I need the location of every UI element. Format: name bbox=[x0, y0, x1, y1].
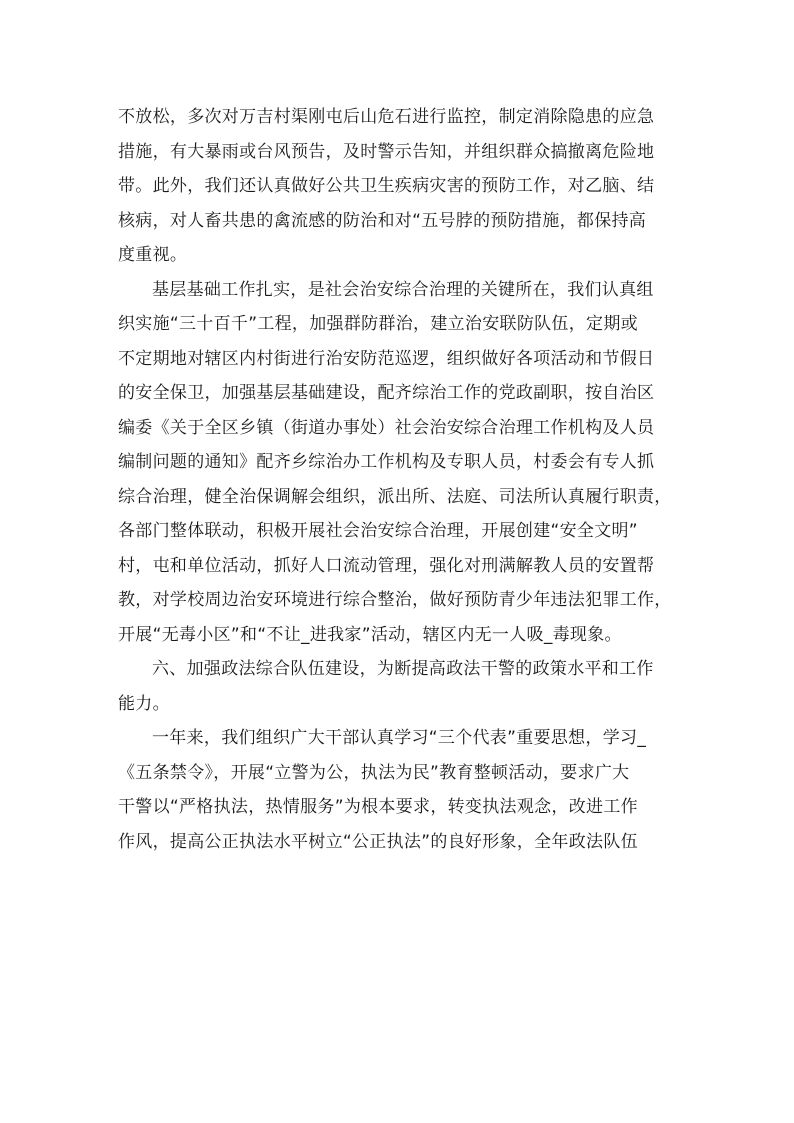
text-line: 《五条禁令》，开展“立警为公，执法为民”教育整顿活动，要求广大 bbox=[118, 762, 630, 783]
text-line: 编委《关于全区乡镇（街道办事处）社会治安综合治理工作机构及人员 bbox=[118, 417, 655, 438]
text-line: 带。此外，我们还认真做好公共卫生疾病灾害的预防工作，对乙脑、结 bbox=[118, 176, 655, 196]
text-line: 干警以“严格执法，热情服务”为根本要求，转变执法观念，改进工作 bbox=[118, 797, 638, 817]
text-line: 织实施“三十百千”工程，加强群防群治，建立治安联防队伍，定期或 bbox=[118, 314, 638, 334]
text-line: 不定期地对辖区内村街进行治安防范巡逻，组织做好各项活动和节假日 bbox=[118, 348, 655, 369]
text-line: 不放松，多次对万吉村渠刚屯后山危石进行监控，制定消除隐患的应急 bbox=[118, 107, 655, 127]
text-line: 各部门整体联动，积极开展社会治安综合治理，开展创建“安全文明” bbox=[118, 521, 638, 541]
text-line: 一年来，我们组织广大干部认真学习“三个代表”重要思想，学习_ bbox=[152, 728, 647, 748]
text-line: 综合治理，健全治保调解会组织，派出所、法庭、司法所认真履行职责， bbox=[118, 486, 672, 507]
text-line: 村，屯和单位活动，抓好人口流动管理，强化对刑满解教人员的安置帮 bbox=[118, 555, 655, 576]
text-line: 的安全保卫，加强基层基础建设，配齐综治工作的党政副职，按自治区 bbox=[118, 383, 655, 403]
text-line: 能力。 bbox=[118, 693, 170, 714]
text-line: 教，对学校周边治安环境进行综合整治，做好预防青少年违法犯罪工作， bbox=[118, 590, 672, 610]
text-line: 编制问题的通知》配齐乡综治办工作机构及专职人员，村委会有专人抓 bbox=[118, 452, 655, 472]
text-line: 作风，提高公正执法水平树立“公正执法”的良好形象，全年政法队伍 bbox=[118, 831, 638, 852]
text-line: 基层基础工作扎实，是社会治安综合治理的关键所在，我们认真组 bbox=[152, 279, 654, 300]
text-line: 六、加强政法综合队伍建设，为断提高政法干警的政策水平和工作 bbox=[152, 659, 654, 679]
document-body bbox=[118, 100, 678, 859]
text-line: 措施，有大暴雨或台风预告，及时警示告知，并组织群众搞撤离危险地 bbox=[118, 141, 655, 162]
text-line: 核病，对人畜共患的禽流感的防治和对“五号脖的预防措施，都保持高 bbox=[118, 210, 647, 231]
text-line: 度重视。 bbox=[118, 245, 188, 265]
text-line: 开展“无毒小区”和“不让_进我家”活动，辖区内无一人吸_毒现象。 bbox=[118, 624, 622, 645]
